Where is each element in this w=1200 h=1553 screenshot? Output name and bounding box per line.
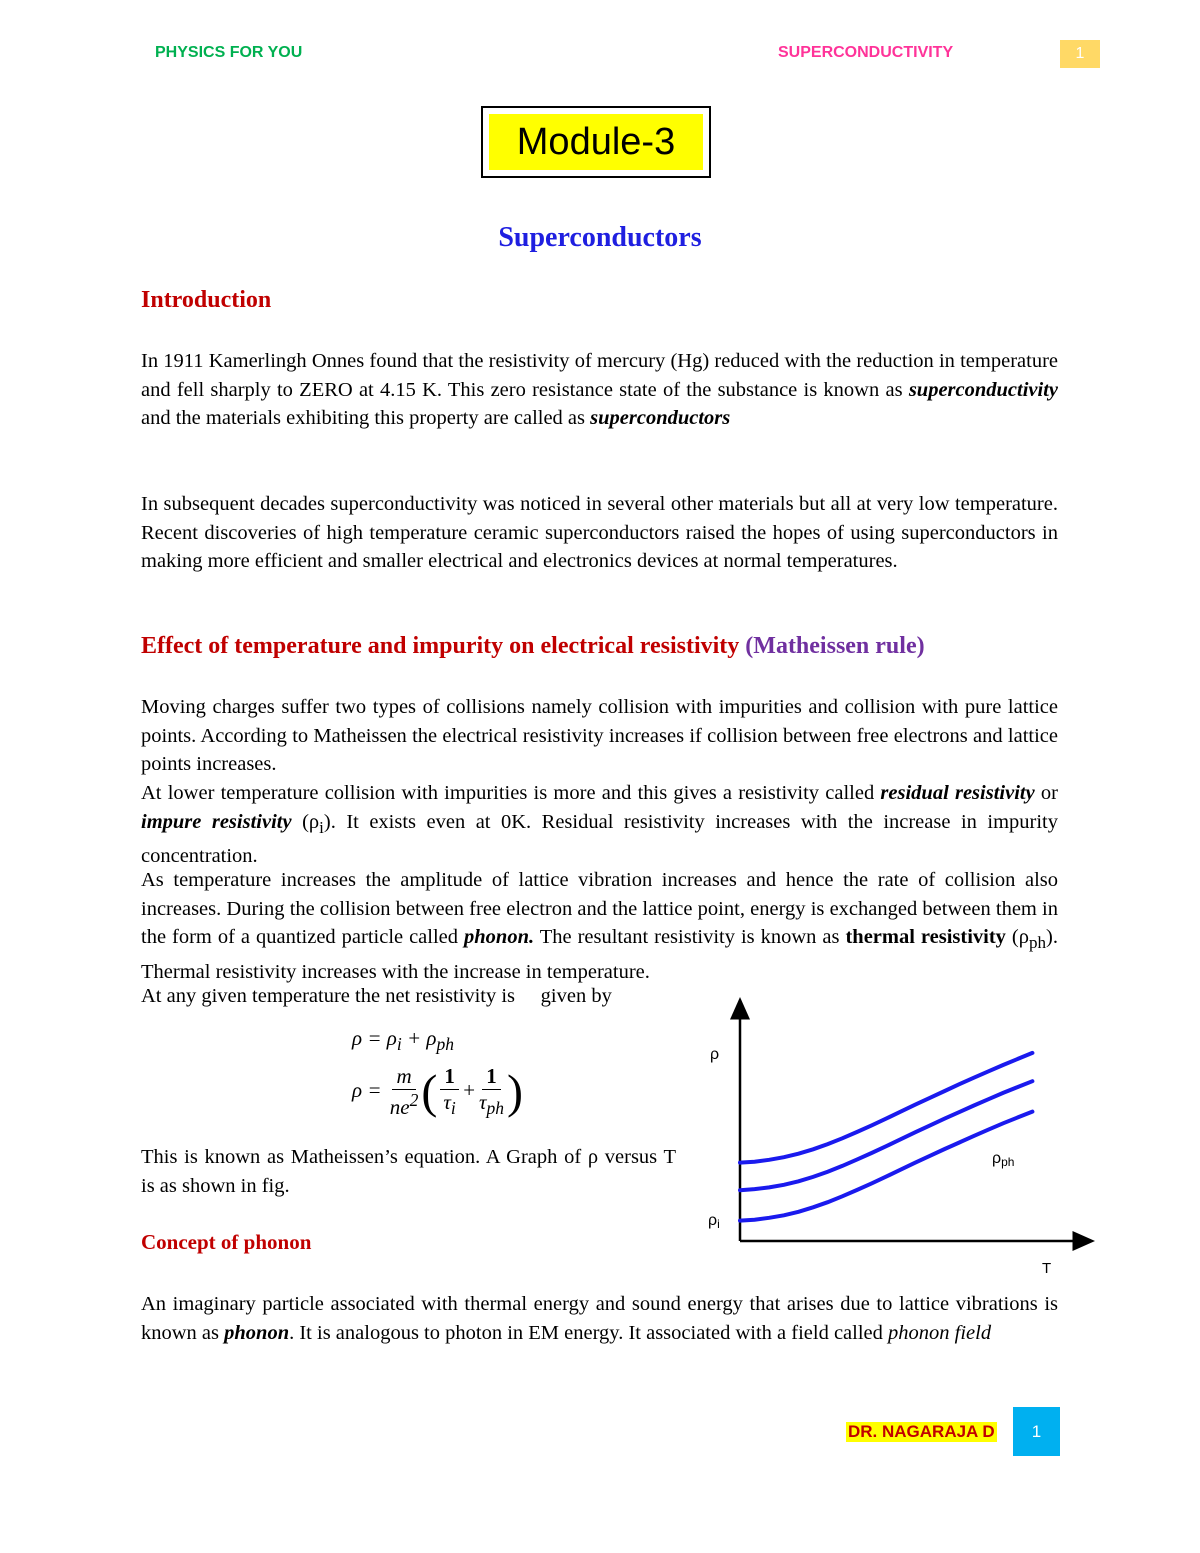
phonon-paragraph: An imaginary particle associated with thermal energy and sound energy that arises due to lattice vibrations is known as phonon. It is analogous to photon in EM energy. It associated with a field called phonon field (141, 1293, 1058, 1344)
effect-paragraph-4: At any given temperature the net resistivity is given by (141, 985, 612, 1007)
effect-heading: Effect of temperature and impurity on electrical resistivity (Matheissen rule) (141, 633, 925, 659)
intro-heading: Introduction (141, 287, 272, 313)
page-title: Superconductors (498, 222, 702, 253)
footer-author: DR. NAGARAJA D (848, 1422, 995, 1441)
rho-i-annotation: ρi (708, 1212, 720, 1231)
y-axis-label: ρ (710, 1046, 720, 1063)
effect-paragraph-2: At lower temperature collision with impurities is more and this gives a resistivity called residual resistivity or impure resistivity $(\rho_i)$. It exists even at 0K. Residual resistivity increases with the increase in impurity concentration. (141, 782, 1058, 868)
equation-1: $\rho = \rho_i + \rho_{ph}$ (352, 1026, 454, 1055)
intro-paragraph-1: In 1911 Kamerlingh Onnes found that the resistivity of mercury (Hg) reduced with the reduction in temperature and fell sharply to ZERO at 4.15 K. This zero resistance state of the substance is known as superconductivity and the materials exhibiting this property are called as superconductors (141, 350, 1058, 430)
rho-ph-annotation: ρph (992, 1150, 1015, 1169)
effect-paragraph-1: Moving charges suffer two types of collisions namely collision with impurities and collision with pure lattice points. According to Matheissen the electrical resistivity increases if collision between free electrons and lattice points increases. (141, 696, 1058, 776)
series-line-middle (740, 1081, 1032, 1190)
equation-2: ρ = $\frac{m}{ne^2}$ ( $\frac{1}{\tau_i}$ + $\frac{1}{\tau_{ph}}$ ) (352, 1064, 524, 1119)
series-line-lower (740, 1112, 1032, 1221)
header-left-title: PHYSICS FOR YOU (155, 44, 303, 61)
x-axis-label: T (1042, 1260, 1052, 1277)
resistivity-temperature-graph (700, 995, 1100, 1285)
header-page-number: 1 (1060, 40, 1100, 68)
effect-paragraph-5: This is known as Matheissen’s equation. A Graph of ρ versus T is as shown in fig. (141, 1146, 676, 1197)
module-label: Module-3 (489, 114, 703, 170)
intro-paragraph-2: In subsequent decades superconductivity was noticed in several other materials but all at very low temperature. Recent discoveries of high temperature ceramic superconductors raised the hopes of using superconductors in making more efficient and smaller electrical and electronics devices at normal temperatures. (141, 493, 1058, 573)
phonon-heading: Concept of phonon (141, 1230, 312, 1254)
module-label-box (481, 106, 711, 178)
header-chapter-title: SUPERCONDUCTIVITY (778, 44, 954, 61)
footer-page-number: 1 (1013, 1407, 1060, 1456)
effect-paragraph-3: As temperature increases the amplitude of lattice vibration increases and hence the rate of collision also increases. During the collision between free electron and the lattice point, energy is exchanged between them in the form of a quantized particle called phonon. The resultant resistivity is known as thermal resistivity $(\rho_{ph})$. Thermal resistivity increases with the increase in temperature. (141, 869, 1058, 983)
effect-heading-rule: (Matheissen rule) (745, 633, 925, 659)
